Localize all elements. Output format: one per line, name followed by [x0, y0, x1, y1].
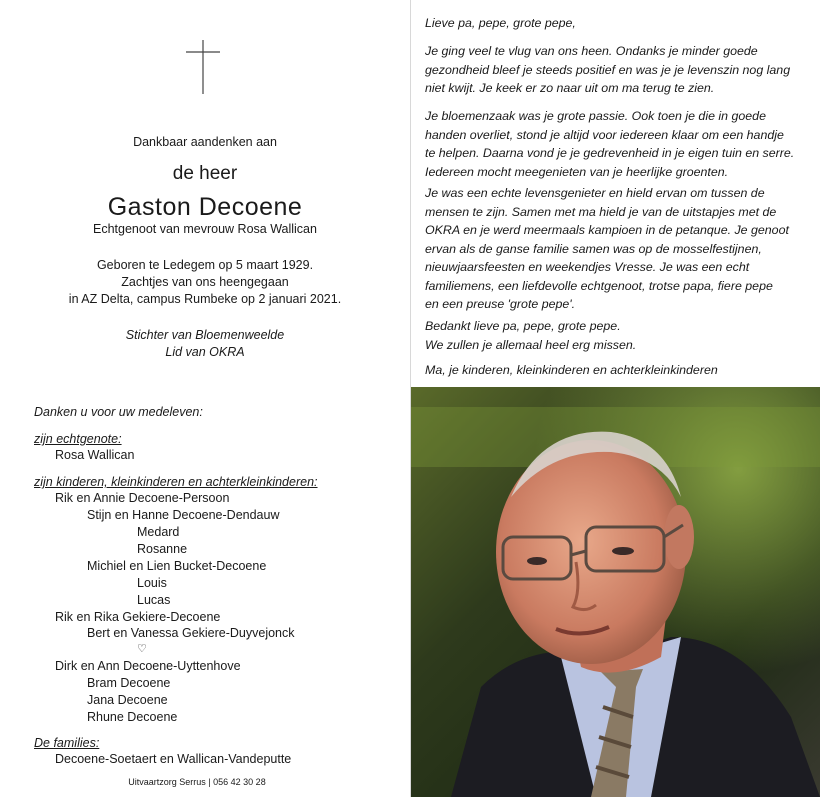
family-member: Rik en Rika Gekiere-Decoene [55, 610, 221, 624]
passing-line: Zachtjes van ons heengegaan [121, 275, 289, 289]
letter-line: Iedereen mocht meegenieten van je heerlijke groenten. [425, 164, 729, 179]
family-member: Rhune Decoene [87, 710, 178, 724]
letter-line: handen overliet, stond je altijd voor iedereen klaar om een handje [425, 127, 784, 142]
spouse-line: Echtgenoot van mevrouw Rosa Wallican [93, 222, 317, 236]
letter-line: en een preuse 'grote pepe'. [425, 297, 576, 311]
letter-line: niet kwijt. Je keek er zo naar uit om ma terug te zien. [425, 81, 715, 95]
letter-paragraph-2 [425, 107, 805, 181]
letter-paragraph-4 [425, 317, 805, 354]
family-member: Bert en Vanessa Gekiere-Duyvejonck [87, 626, 295, 640]
spouse-heading: zijn echtgenote: [34, 432, 122, 446]
family-member: Jana Decoene [87, 693, 168, 707]
family-member: Bram Decoene [87, 676, 171, 690]
families-names: Decoene-Soetaert en Wallican-Vandeputte [55, 752, 292, 766]
family-member: Medard [137, 525, 180, 539]
letter-line: Je bloemenzaak was je grote passie. Ook toen je die in goede [425, 109, 766, 123]
letter-line: te helpen. Daarna vond je je gedrevenheid in je eigen tuin en serre. [425, 146, 795, 160]
letter-line: mensen te zijn. Samen met ma hield je van de uitstapjes met de [425, 204, 777, 219]
family-member: Rik en Annie Decoene-Persoon [55, 491, 230, 505]
family-member: Louis [137, 576, 167, 590]
letter-line: ervan als de ganse familie samen was op de mosselfestijnen, [425, 241, 762, 256]
dankbaar-text: Dankbaar aandenken aan [133, 135, 277, 149]
role-founder: Stichter van Bloemenweelde [125, 328, 285, 342]
heart-icon: ♡ [137, 643, 147, 655]
family-member: Stijn en Hanne Decoene-Dendauw [87, 508, 280, 522]
letter-line: Je was een echte levensgenieter en hield ervan om tussen de [425, 186, 765, 200]
letter-line: nieuwjaarsfeesten en weekendjes Vresse. Je was een echt [425, 260, 750, 274]
portrait-photo [411, 387, 820, 797]
family-member: Rosanne [137, 542, 188, 556]
funeral-home-footer: Uitvaartzorg Serrus | 056 42 30 28 [128, 777, 266, 787]
letter-line: We zullen je allemaal heel erg missen. [425, 337, 637, 352]
letter-paragraph-1 [425, 42, 805, 98]
family-member: Lucas [137, 593, 171, 607]
letter-signature [425, 361, 805, 380]
birth-line: Geboren te Ledegem op 5 maart 1929. [96, 258, 314, 272]
spouse-name: Rosa Wallican [55, 448, 135, 462]
families-heading: De families: [34, 736, 100, 750]
letter-line: familiemens, een liefdevolle echtgenoot, trotse papa, fiere pepe [425, 278, 773, 293]
role-member: Lid van OKRA [165, 345, 245, 359]
letter-line: OKRA en je werd meermaals kampioen in de petanque. Je genoot [425, 223, 789, 237]
greeting-line: Lieve pa, pepe, grote pepe, [425, 16, 576, 30]
family-member: Michiel en Lien Bucket-Decoene [87, 559, 267, 573]
letter-greeting [425, 14, 805, 33]
letter-line: Je ging veel te vlug van ons heen. Ondanks je minder goede [425, 44, 758, 58]
passing-place-line: in AZ Delta, campus Rumbeke op 2 januari 2021. [68, 292, 342, 306]
children-heading: zijn kinderen, kleinkinderen en achterkleinkinderen: [34, 475, 318, 489]
family-member: Dirk en Ann Decoene-Uyttenhove [55, 659, 241, 673]
letter-line: Bedankt lieve pa, pepe, grote pepe. [425, 319, 621, 333]
deceased-name: Gaston Decoene [107, 193, 303, 221]
cross-icon [186, 40, 220, 94]
honorific: de heer [172, 163, 238, 184]
letter-paragraph-3 [425, 184, 805, 314]
letter-line: gezondheid bleef je steeds positief en was je je levenszin nog lang [425, 62, 791, 77]
thanks-heading: Danken u voor uw medeleven: [34, 405, 203, 419]
signature-line: Ma, je kinderen, kleinkinderen en achterkleinkinderen [425, 363, 718, 377]
